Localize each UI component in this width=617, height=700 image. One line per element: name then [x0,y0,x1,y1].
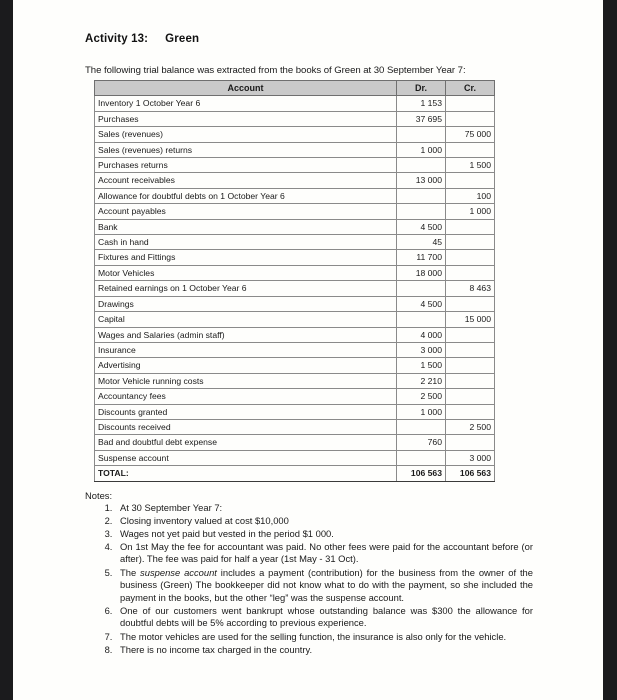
table-row [95,281,495,296]
cell-debit: 2 210 [397,373,446,388]
table-row [95,96,495,111]
cell-account: Capital [95,312,397,327]
cell-credit: 8 463 [446,281,495,296]
table-row [95,265,495,280]
table-row [95,250,495,265]
cell-account: Account payables [95,204,397,219]
cell-account: Inventory 1 October Year 6 [95,96,397,111]
notes-label: Notes: [85,489,113,501]
note-item: 2. Closing inventory valued at cost $10,000 [115,515,533,528]
cell-credit: 3 000 [446,450,495,465]
table-body [95,96,495,481]
cell-debit: 1 500 [397,358,446,373]
cell-total-debit: 106 563 [397,466,446,481]
cell-account: Advertising [95,358,397,373]
cell-credit [446,296,495,311]
cell-debit: 37 695 [397,111,446,126]
cell-debit: 3 000 [397,342,446,357]
cell-credit [446,327,495,342]
activity-label: Activity 13: [85,33,149,45]
cell-credit: 15 000 [446,312,495,327]
column-header-dr: Dr. [397,81,446,96]
document-content [85,0,533,657]
table-row [95,188,495,203]
cell-credit [446,96,495,111]
cell-credit [446,265,495,280]
cell-credit [446,373,495,388]
cell-account: Purchases [95,111,397,126]
table-row [95,342,495,357]
table-row [95,404,495,419]
cell-debit [397,281,446,296]
cell-debit: 4 500 [397,219,446,234]
cell-account: Wages and Salaries (admin staff) [95,327,397,342]
cell-credit: 1 500 [446,158,495,173]
cell-debit: 1 000 [397,404,446,419]
cell-account: Drawings [95,296,397,311]
note-emphasis: suspense account [140,566,217,578]
note-item: 6. One of our customers went bankrupt whose outstanding balance was $300 the allowance for doubtful debts will be 5% according to previous experience. [115,605,533,630]
table-row [95,219,495,234]
cell-credit [446,142,495,157]
table-row [95,204,495,219]
cell-credit [446,389,495,404]
note-item: 1. At 30 September Year 7: [115,502,533,515]
table-header [95,81,495,96]
cell-account: Bad and doubtful debt expense [95,435,397,450]
table-row [95,419,495,434]
table-row [95,389,495,404]
cell-credit [446,358,495,373]
cell-debit [397,312,446,327]
cell-account: Bank [95,219,397,234]
cell-credit: 2 500 [446,419,495,434]
cell-account: Account receivables [95,173,397,188]
cell-debit [397,450,446,465]
cell-credit: 1 000 [446,204,495,219]
cell-account: Cash in hand [95,235,397,250]
cell-credit [446,235,495,250]
note-item: 8. There is no income tax charged in the country. [115,644,533,657]
cell-credit: 100 [446,188,495,203]
cell-account: Discounts granted [95,404,397,419]
cell-account: Sales (revenues) returns [95,142,397,157]
note-text-after: includes a payment (contribution) for the business from the owner of the business (Green) The bookkeeper did not know what to do with the payment, so she included the payment in the books, but the other “leg” was the suspense account. [120,566,533,603]
table-row [95,358,495,373]
cell-total-credit: 106 563 [446,466,495,481]
table-row [95,327,495,342]
note-item: 3. Wages not yet paid but vested in the period $1 000. [115,528,533,541]
cell-account: Insurance [95,342,397,357]
table-row [95,173,495,188]
cell-credit [446,173,495,188]
cell-account: Fixtures and Fittings [95,250,397,265]
activity-name: Green [165,33,200,45]
cell-debit: 4 500 [397,296,446,311]
cell-credit [446,342,495,357]
cell-account: Accountancy fees [95,389,397,404]
notes-list [85,502,533,657]
table-row [95,235,495,250]
cell-total-label: TOTAL: [95,466,397,481]
cell-account: Discounts received [95,419,397,434]
table-row [95,142,495,157]
table-row [95,450,495,465]
note-text-before: The [120,566,141,578]
cell-credit: 75 000 [446,127,495,142]
table-header-row [95,81,495,96]
cell-debit: 45 [397,235,446,250]
table-row [95,312,495,327]
cell-credit [446,435,495,450]
table-row [95,127,495,142]
table-total-row [95,466,495,481]
cell-credit [446,404,495,419]
cell-account: Sales (revenues) [95,127,397,142]
cell-debit: 1 153 [397,96,446,111]
cell-debit: 13 000 [397,173,446,188]
note-item [115,567,533,605]
trial-balance-table [94,80,495,482]
cell-debit [397,158,446,173]
cell-credit [446,111,495,126]
document-page [13,0,603,700]
cell-account: Suspense account [95,450,397,465]
table-row [95,111,495,126]
column-header-cr: Cr. [446,81,495,96]
table-row [95,435,495,450]
table-row [95,296,495,311]
cell-credit [446,219,495,234]
cell-debit: 2 500 [397,389,446,404]
cell-debit [397,419,446,434]
cell-debit: 1 000 [397,142,446,157]
cell-debit [397,188,446,203]
table-row [95,373,495,388]
cell-debit: 11 700 [397,250,446,265]
cell-debit [397,127,446,142]
table-row [95,158,495,173]
cell-account: Motor Vehicles [95,265,397,280]
cell-debit [397,204,446,219]
note-item: 7. The motor vehicles are used for the selling function, the insurance is also only for the vehicle. [115,631,533,644]
cell-debit: 4 000 [397,327,446,342]
cell-account: Allowance for doubtful debts on 1 October Year 6 [95,188,397,203]
cell-account: Motor Vehicle running costs [95,373,397,388]
cell-debit: 18 000 [397,265,446,280]
cell-debit: 760 [397,435,446,450]
note-item: 4. On 1st May the fee for accountant was paid. No other fees were paid for the accountant before (or after). The fee was paid for half a year (1st May - 31 Oct). [115,541,533,566]
cell-credit [446,250,495,265]
page-title [85,33,533,45]
column-header-account: Account [95,81,397,96]
cell-account: Purchases returns [95,158,397,173]
cell-account: Retained earnings on 1 October Year 6 [95,281,397,296]
intro-text: The following trial balance was extracted from the books of Green at 30 September Year 7: [85,65,466,76]
